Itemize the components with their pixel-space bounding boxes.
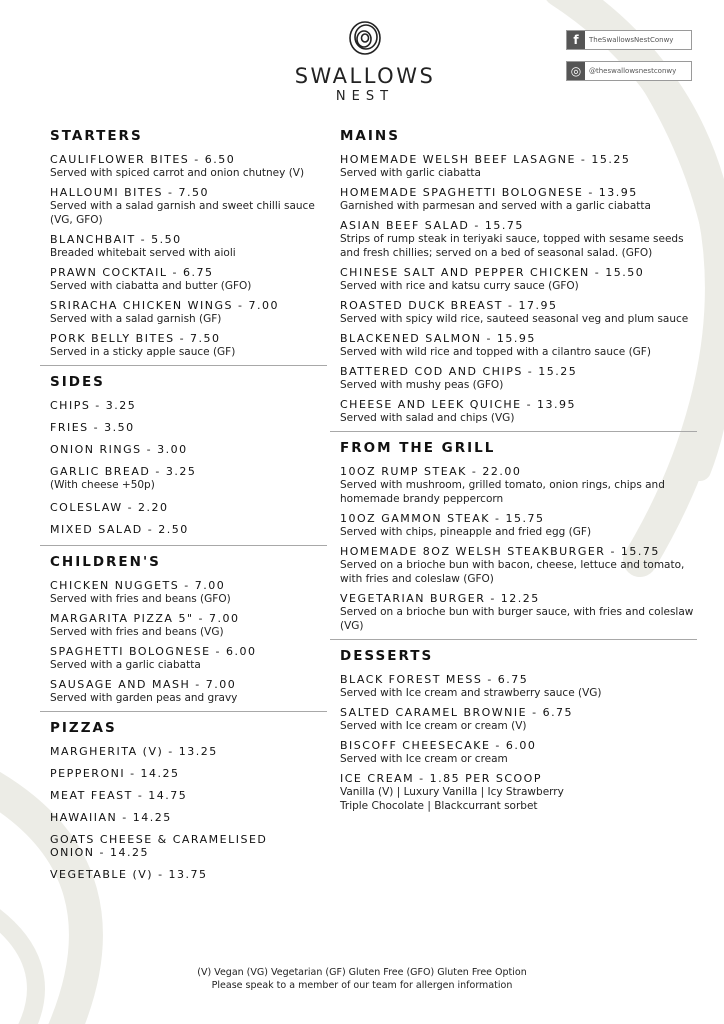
section-divider [40, 365, 327, 366]
instagram-link[interactable] [566, 61, 692, 81]
instagram-handle: @theswallowsnestconwy [589, 67, 677, 75]
item-description: Breaded whitebait served with aioli [50, 247, 236, 259]
menu-item [50, 421, 327, 434]
menu-item [50, 465, 327, 492]
item-name: BLACK FOREST MESS - 6.75 [340, 673, 529, 686]
menu-item [50, 767, 327, 780]
item-name: MARGARITA PIZZA 5" - 7.00 [50, 612, 240, 625]
brand-name: SWALLOWS [294, 64, 436, 88]
item-description: Strips of rump steak in teriyaki sauce, topped with sesame seeds and fresh chillies; served on a bed of seasonal salad. (GFO) [340, 233, 684, 259]
item-name: CHIPS - 3.25 [50, 399, 137, 412]
menu-item [50, 789, 327, 802]
item-name: ROASTED DUCK BREAST - 17.95 [340, 299, 558, 312]
menu-item [340, 186, 697, 213]
menu-item [50, 833, 295, 859]
facebook-handle: TheSwallowsNestConwy [589, 36, 674, 44]
item-name: HOMEMADE SPAGHETTI BOLOGNESE - 13.95 [340, 186, 638, 199]
allergen-note: Please speak to a member of our team for allergen information [211, 980, 513, 991]
menu-item [50, 332, 327, 359]
item-name: GOATS CHEESE & CARAMELISED ONION - 14.25 [50, 833, 268, 859]
item-name: 10OZ GAMMON STEAK - 15.75 [340, 512, 545, 525]
item-name: CHICKEN NUGGETS - 7.00 [50, 579, 226, 592]
item-description: Served with chips, pineapple and fried egg (GF) [340, 526, 592, 538]
item-name: PRAWN COCKTAIL - 6.75 [50, 266, 214, 279]
grill-section [330, 440, 697, 633]
menu-item [50, 501, 327, 514]
item-name: PEPPERONI - 14.25 [50, 767, 180, 780]
item-description: Served with spicy wild rice, sauteed seasonal veg and plum sauce [340, 313, 689, 325]
menu-item [50, 186, 327, 227]
item-name: CAULIFLOWER BITES - 6.50 [50, 153, 236, 166]
item-description: Served with garlic ciabatta [340, 167, 481, 179]
item-name: GARLIC BREAD - 3.25 [50, 465, 197, 478]
section-title: CHILDREN'S [50, 554, 161, 570]
item-name: HALLOUMI BITES - 7.50 [50, 186, 209, 199]
dietary-key: (V) Vegan (VG) Vegetarian (GF) Gluten Free (GFO) Gluten Free Option [197, 967, 527, 978]
left-column [40, 128, 327, 890]
item-description: Vanilla (V) | Luxury Vanilla | Icy Strawberry Triple Chocolate | Blackcurrant sorbet [340, 786, 564, 812]
menu-item [50, 299, 327, 326]
menu-item [50, 399, 327, 412]
item-name: MEAT FEAST - 14.75 [50, 789, 188, 802]
item-description: Served with fries and beans (VG) [50, 626, 224, 638]
item-name: MIXED SALAD - 2.50 [50, 523, 189, 536]
item-name: FRIES - 3.50 [50, 421, 135, 434]
item-name: VEGETABLE (V) - 13.75 [50, 868, 208, 881]
item-name: CHINESE SALT AND PEPPER CHICKEN - 15.50 [340, 266, 645, 279]
menu-item [50, 523, 327, 536]
facebook-icon: f [567, 31, 585, 49]
desserts-section [330, 648, 697, 813]
menu-item [340, 398, 697, 425]
menu-item [50, 443, 327, 456]
item-name: BISCOFF CHEESECAKE - 6.00 [340, 739, 537, 752]
item-name: ICE CREAM - 1.85 PER SCOOP [340, 772, 542, 785]
item-name: SPAGHETTI BOLOGNESE - 6.00 [50, 645, 257, 658]
item-description: Garnished with parmesan and served with a garlic ciabatta [340, 200, 651, 212]
section-title: PIZZAS [50, 720, 117, 736]
item-name: SALTED CARAMEL BROWNIE - 6.75 [340, 706, 574, 719]
childrens-section [40, 554, 327, 705]
item-name: SAUSAGE AND MASH - 7.00 [50, 678, 237, 691]
menu-item [50, 153, 327, 180]
menu-item [340, 266, 697, 293]
item-description: Served with a salad garnish (GF) [50, 313, 222, 325]
menu-item [50, 579, 327, 606]
menu-item [340, 739, 697, 766]
item-name: BLACKENED SALMON - 15.95 [340, 332, 536, 345]
instagram-icon: ◎ [567, 62, 585, 80]
item-name: HAWAIIAN - 14.25 [50, 811, 172, 824]
item-name: BATTERED COD AND CHIPS - 15.25 [340, 365, 578, 378]
facebook-link[interactable] [566, 30, 692, 50]
item-name: PORK BELLY BITES - 7.50 [50, 332, 221, 345]
menu-item [340, 512, 697, 539]
menu-item [340, 772, 590, 813]
item-name: MARGHERITA (V) - 13.25 [50, 745, 218, 758]
item-name: HOMEMADE WELSH BEEF LASAGNE - 15.25 [340, 153, 631, 166]
item-description: Served with rice and katsu curry sauce (GFO) [340, 280, 579, 292]
item-name: ASIAN BEEF SALAD - 15.75 [340, 219, 524, 232]
pizzas-section [40, 720, 327, 881]
item-description: Served with spiced carrot and onion chutney (V) [50, 167, 305, 179]
sides-section [40, 374, 327, 536]
menu-item [340, 465, 697, 506]
item-description: Served with wild rice and topped with a cilantro sauce (GF) [340, 346, 651, 358]
menu-item [340, 545, 697, 586]
swirl-logo-icon [345, 18, 385, 58]
brand-logo [290, 18, 440, 104]
item-description: Served with ciabatta and butter (GFO) [50, 280, 252, 292]
item-description: Served with fries and beans (GFO) [50, 593, 231, 605]
right-column [330, 128, 697, 819]
item-name: VEGETARIAN BURGER - 12.25 [340, 592, 540, 605]
section-title: MAINS [340, 128, 400, 144]
item-description: Served with salad and chips (VG) [340, 412, 515, 424]
item-name: 10OZ RUMP STEAK - 22.00 [340, 465, 522, 478]
section-title: SIDES [50, 374, 105, 390]
menu-item [50, 612, 327, 639]
menu-item [340, 673, 697, 700]
menu-item [50, 868, 327, 881]
menu-item [340, 365, 697, 392]
menu-item [340, 219, 697, 260]
item-name: CHEESE AND LEEK QUICHE - 13.95 [340, 398, 577, 411]
menu-item [340, 332, 697, 359]
section-divider [40, 545, 327, 546]
brand-subname: NEST [335, 89, 395, 104]
menu-item [340, 299, 697, 326]
item-name: BLANCHBAIT - 5.50 [50, 233, 182, 246]
item-name: HOMEMADE 8OZ WELSH STEAKBURGER - 15.75 [340, 545, 660, 558]
item-description: Served on a brioche bun with burger sauce, with fries and coleslaw (VG) [340, 606, 694, 632]
allergen-footer [0, 966, 724, 992]
item-description: Served with a garlic ciabatta [50, 659, 201, 671]
menu-item [50, 645, 327, 672]
section-divider [330, 639, 697, 640]
item-description: Served with a salad garnish and sweet chilli sauce (VG, GFO) [50, 200, 315, 226]
item-description: Served with Ice cream or cream (V) [340, 720, 527, 732]
menu-item [340, 706, 697, 733]
menu-item [50, 678, 327, 705]
item-description: Served with mushy peas (GFO) [340, 379, 504, 391]
section-divider [330, 431, 697, 432]
item-description: Served with garden peas and gravy [50, 692, 238, 704]
item-description: Served with mushroom, grilled tomato, onion rings, chips and homemade brandy peppercorn [340, 479, 665, 505]
item-description: Served with Ice cream and strawberry sauce (VG) [340, 687, 602, 699]
item-description: Served in a sticky apple sauce (GF) [50, 346, 236, 358]
item-name: COLESLAW - 2.20 [50, 501, 169, 514]
menu-item [340, 153, 697, 180]
item-name: SRIRACHA CHICKEN WINGS - 7.00 [50, 299, 279, 312]
section-divider [40, 711, 327, 712]
item-description: (With cheese +50p) [50, 479, 155, 491]
menu-item [50, 233, 327, 260]
item-name: ONION RINGS - 3.00 [50, 443, 188, 456]
item-description: Served on a brioche bun with bacon, cheese, lettuce and tomato, with fries and coleslaw (GFO) [340, 559, 685, 585]
item-description: Served with Ice cream or cream [340, 753, 508, 765]
menu-item [50, 266, 327, 293]
starters-section [40, 128, 327, 359]
section-title: STARTERS [50, 128, 143, 144]
menu-item [340, 592, 697, 633]
mains-section [330, 128, 697, 425]
menu-item [50, 745, 327, 758]
section-title: FROM THE GRILL [340, 440, 496, 456]
section-title: DESSERTS [340, 648, 434, 664]
menu-item [50, 811, 327, 824]
